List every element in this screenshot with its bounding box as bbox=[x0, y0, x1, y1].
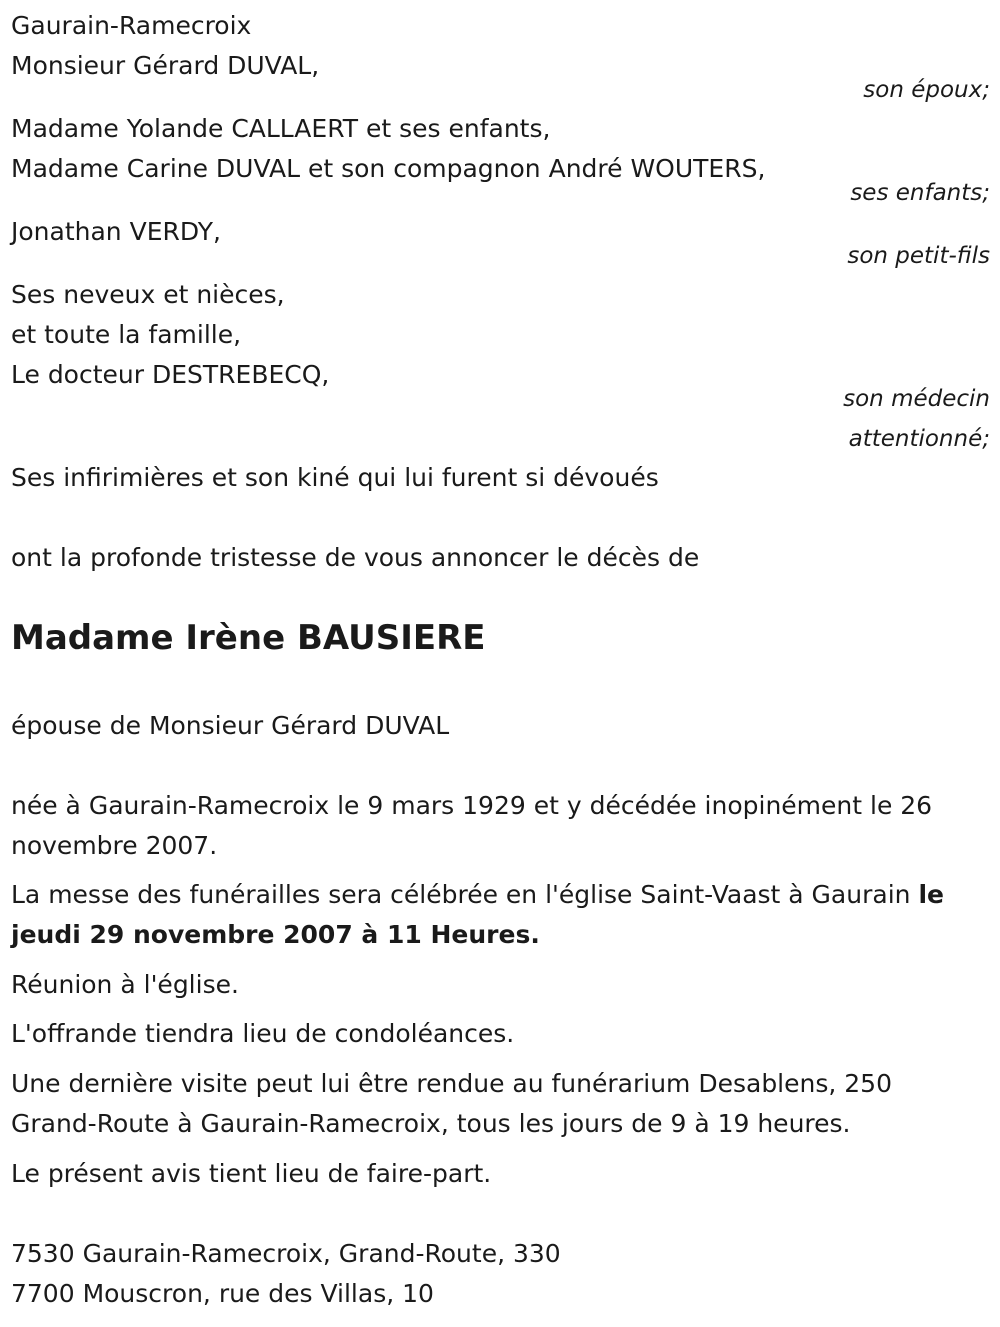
family-line: et toute la famille, bbox=[11, 320, 242, 349]
birth-death-line-1: née à Gaurain-Ramecroix le 9 mars 1929 et y décédée inopinément le 26 bbox=[11, 791, 933, 820]
children-role: ses enfants; bbox=[850, 180, 990, 206]
funeral-mass-text: La messe des funérailles sera célébrée en l'église Saint-Vaast à Gaurain bbox=[11, 880, 919, 909]
spouse-of-line: épouse de Monsieur Gérard DUVAL bbox=[11, 711, 450, 740]
address-line-1: 7530 Gaurain-Ramecroix, Grand-Route, 330 bbox=[11, 1239, 561, 1268]
doctor-role-line-1: son médecin bbox=[843, 386, 990, 412]
funeral-mass-date: jeudi 29 novembre 2007 à 11 Heures. bbox=[11, 920, 540, 949]
spouse-role: son époux; bbox=[863, 77, 990, 103]
offering-line: L'offrande tiendra lieu de condoléances. bbox=[11, 1019, 515, 1048]
place-heading: Gaurain-Ramecroix bbox=[11, 11, 252, 40]
grandchild-role: son petit-fils bbox=[847, 243, 990, 269]
spouse-name: Monsieur Gérard DUVAL, bbox=[11, 51, 320, 80]
child-line-2: Madame Carine DUVAL et son compagnon André WOUTERS, bbox=[11, 154, 766, 183]
deceased-name: Madame Irène BAUSIERE bbox=[11, 618, 486, 658]
funeral-mass-line-1 bbox=[11, 875, 944, 915]
nurses-line: Ses infirimières et son kiné qui lui furent si dévoués bbox=[11, 463, 659, 492]
funeral-mass-date-start: le bbox=[918, 880, 944, 909]
visit-line-2: Grand-Route à Gaurain-Ramecroix, tous les jours de 9 à 19 heures. bbox=[11, 1109, 851, 1138]
meeting-line: Réunion à l'église. bbox=[11, 970, 239, 999]
doctor-name: Le docteur DESTREBECQ, bbox=[11, 360, 330, 389]
child-line-1: Madame Yolande CALLAERT et ses enfants, bbox=[11, 114, 551, 143]
doctor-role-line-2: attentionné; bbox=[848, 426, 990, 452]
birth-death-line-2: novembre 2007. bbox=[11, 831, 218, 860]
visit-line-1: Une dernière visite peut lui être rendue au funérarium Desablens, 250 bbox=[11, 1069, 892, 1098]
announcement-intro: ont la profonde tristesse de vous annoncer le décès de bbox=[11, 543, 700, 572]
notice-line: Le présent avis tient lieu de faire-part. bbox=[11, 1159, 492, 1188]
relatives-line: Ses neveux et nièces, bbox=[11, 280, 285, 309]
grandchild-name: Jonathan VERDY, bbox=[11, 217, 221, 246]
address-line-2: 7700 Mouscron, rue des Villas, 10 bbox=[11, 1279, 434, 1308]
